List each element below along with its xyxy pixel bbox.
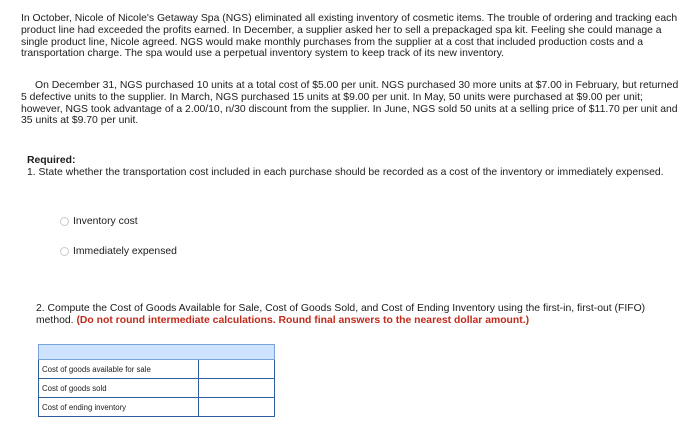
table-row — [39, 360, 275, 379]
table-header-row — [39, 345, 275, 360]
required-heading: Required: — [27, 155, 76, 166]
option-immediately-expensed[interactable] — [60, 246, 177, 257]
cost-sold-input[interactable] — [199, 384, 274, 396]
cost-ending-input-cell[interactable] — [199, 398, 275, 417]
question-1-text: 1. State whether the transportation cost included in each purchase should be recorded as a cost of the inventory or immediately expensed. — [27, 167, 664, 178]
problem-paragraph-2: On December 31, NGS purchased 10 units at a total cost of $5.00 per unit. NGS purchased 30 more units at $7.00 in February, but returned 5 defective units to the supplier. In March, NGS purchased 15 units at $9.00 per unit. In May, 50 units were purchased at $9.00 per unit; however, NGS took advantage of a 2.00/10, n/30 discount from the supplier. In June, NGS sold 50 units at a selling price of $11.70 per unit and 35 units at $9.70 per unit. — [21, 80, 679, 127]
cost-available-input[interactable] — [199, 365, 274, 377]
row-label: Cost of goods sold — [39, 379, 199, 398]
problem-paragraph-1: In October, Nicole of Nicole's Getaway Spa (NGS) eliminated all existing inventory of cosmetic items. The trouble of ordering and tracking each product line had exceeded the profits earned. In December, a supplier asked her to sell a prepackaged spa kit. Feeling she could manage a single product line, Nicole agreed. NGS would make monthly purchases from the supplier at a cost that included production costs and a transportation charge. The spa would use a perpetual inventory system to keep track of its new inventory. — [21, 13, 678, 60]
option-inventory-cost[interactable] — [60, 216, 138, 227]
cost-available-input-cell[interactable] — [199, 360, 275, 379]
table-header-cell — [39, 345, 275, 360]
row-label: Cost of goods available for sale — [39, 360, 199, 379]
question-2-note: (Do not round intermediate calculations. Round final answers to the nearest dollar amount.) — [76, 314, 530, 326]
option-label: Immediately expensed — [73, 246, 177, 257]
row-label: Cost of ending inventory — [39, 398, 199, 417]
question-2-body: 2. Compute the Cost of Goods Available for Sale, Cost of Goods Sold, and Cost of Ending Inventory using the first-in, first-out (FIFO) method. — [36, 303, 646, 326]
radio-button[interactable] — [60, 247, 69, 256]
fifo-answer-table — [38, 344, 275, 417]
table-row — [39, 398, 275, 417]
option-label: Inventory cost — [73, 216, 138, 227]
cost-sold-input-cell[interactable] — [199, 379, 275, 398]
radio-button[interactable] — [60, 217, 69, 226]
cost-ending-input[interactable] — [199, 403, 274, 415]
table-row — [39, 379, 275, 398]
question-2-text — [36, 303, 676, 327]
